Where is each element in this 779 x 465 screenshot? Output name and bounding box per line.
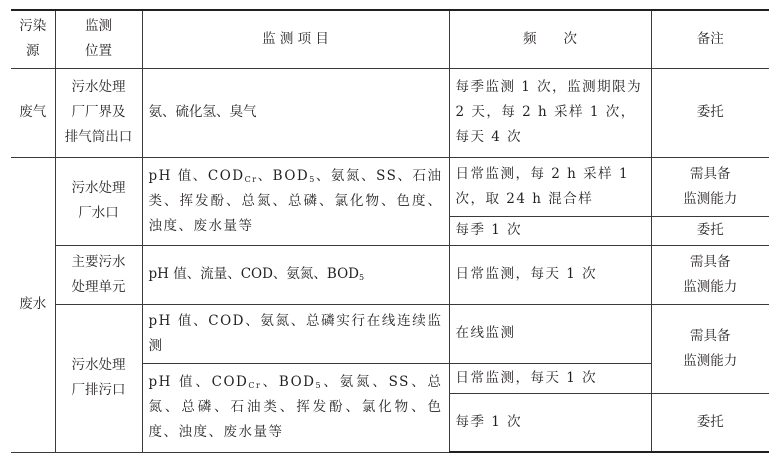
header-monitoring-items: 监 测 项 目 (142, 10, 449, 68)
cell-items-outlet-daily: pH 值、$COD_{Cr}$、$BOD_5$、氨氮、SS、总氮、总磷、石油类、挥发酚、氯化物、色度、浊度、废水量等 (142, 363, 449, 452)
table-row-outlet-online (11, 304, 769, 363)
table-row-exhaust (11, 68, 769, 157)
table-row-main-unit (11, 245, 769, 304)
cell-location-main-unit: 主要污水 处理单元 (55, 245, 142, 304)
cell-source-exhaust: 废气 (11, 68, 55, 157)
cell-items-exhaust: 氨、硫化氢、臭气 (142, 68, 449, 157)
monitoring-table (11, 9, 769, 453)
table-row-inlet (11, 157, 769, 216)
cell-remarks-main-unit: 需具备 监测能力 (651, 245, 769, 304)
cell-remarks-outlet-quarterly: 委托 (651, 393, 769, 452)
cell-frequency-exhaust: 每季监测 1 次，监测期限为 2 天，每 2 h 采样 1 次，每天 4 次 (449, 68, 651, 157)
header-pollution-source: 污染 源 (11, 10, 55, 68)
header-monitoring-location: 监测 位置 (55, 10, 142, 68)
header-frequency: 频 次 (449, 10, 651, 68)
cell-remarks-exhaust: 委托 (651, 68, 769, 157)
cell-frequency-inlet-daily: 日常监测，每 2 h 采样 1 次，取 24 h 混合样 (449, 157, 651, 216)
cell-location-inlet: 污水处理 厂水口 (55, 157, 142, 245)
cell-remarks-outlet-online: 需具备 监测能力 (651, 304, 769, 393)
cell-items-outlet-online: pH 值、COD、氨氮、总磷实行在线连续监测 (142, 304, 449, 363)
cell-remarks-inlet-daily: 需具备 监测能力 (651, 157, 769, 216)
cell-location-exhaust: 污水处理 厂厂界及 排气筒出口 (55, 68, 142, 157)
cell-frequency-inlet-quarterly: 每季 1 次 (449, 216, 651, 245)
header-row (11, 10, 769, 68)
header-remarks: 备注 (651, 10, 769, 68)
cell-items-inlet: pH 值、$COD_{Cr}$、$BOD_5$、氨氮、SS、石油类、挥发酚、总氮、总磷、氯化物、色度、浊度、废水量等 (142, 157, 449, 245)
cell-location-outlet: 污水处理 厂排污口 (55, 304, 142, 452)
cell-source-wastewater: 废水 (11, 157, 55, 452)
cell-frequency-outlet-online: 在线监测 (449, 304, 651, 363)
cell-items-main-unit: pH 值、流量、COD、氨氮、$BOD_5$ (142, 245, 449, 304)
cell-frequency-main-unit: 日常监测，每天 1 次 (449, 245, 651, 304)
cell-frequency-outlet-quarterly: 每季 1 次 (449, 393, 651, 452)
cell-remarks-inlet-quarterly: 委托 (651, 216, 769, 245)
cell-frequency-outlet-daily: 日常监测，每天 1 次 (449, 363, 651, 393)
